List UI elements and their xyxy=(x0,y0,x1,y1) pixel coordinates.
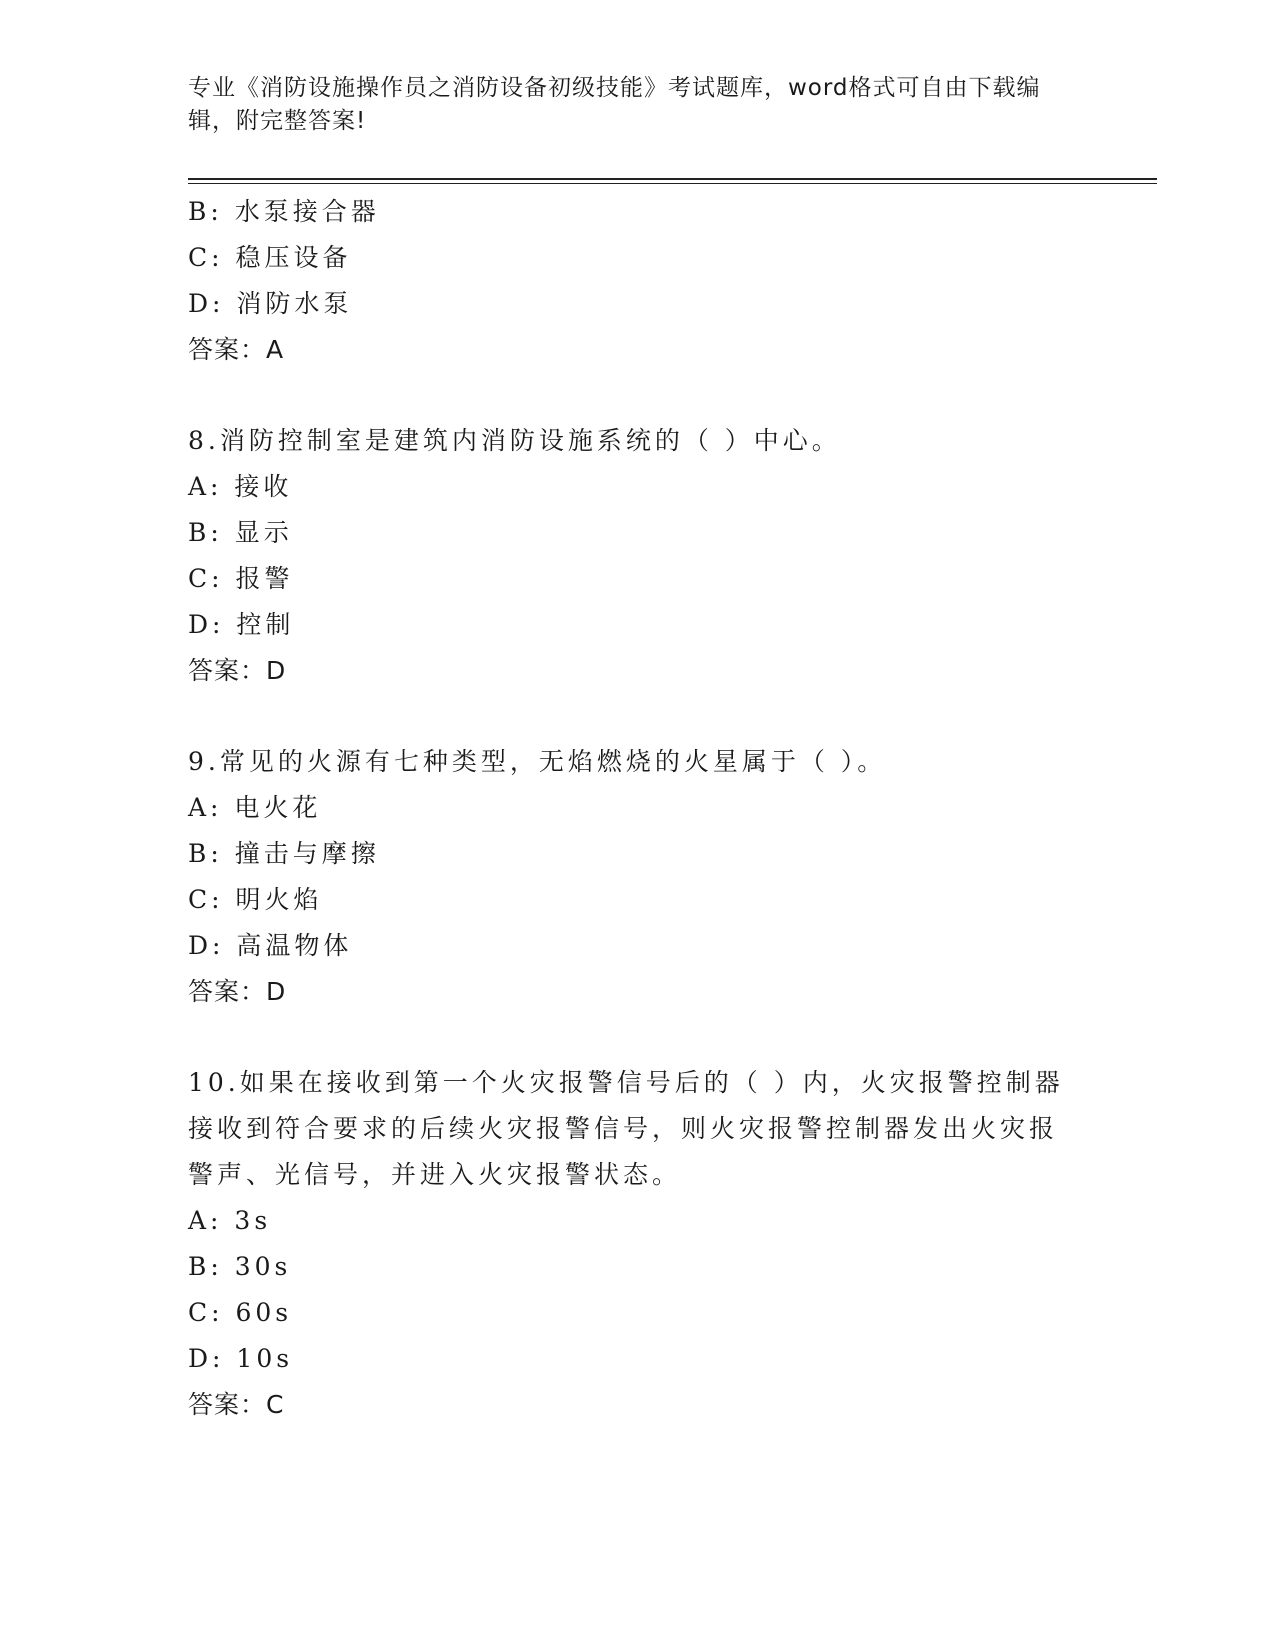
document-header: 专业《消防设施操作员之消防设备初级技能》考试题库，word格式可自由下载编辑，附完整答案! xyxy=(188,75,1041,134)
question-stem-line-1: 10.如果在接收到第一个火灾报警信号后的（ ）内，火灾报警控制器 xyxy=(188,1068,1064,1097)
option-c: C: 报警 xyxy=(188,564,294,593)
question-stem: 9.常见的火源有七种类型，无焰燃烧的火星属于（ ）。 xyxy=(188,747,887,776)
answer-line: 答案：D xyxy=(188,977,287,1006)
option-a: A: 3s xyxy=(188,1206,272,1235)
option-c: C: 稳压设备 xyxy=(188,243,352,272)
option-a: A: 接收 xyxy=(188,472,293,501)
option-b: B: 撞击与摩擦 xyxy=(188,839,380,868)
option-b: B: 30s xyxy=(188,1252,292,1281)
option-d: D: 10s xyxy=(188,1344,294,1373)
option-c: C: 明火焰 xyxy=(188,885,323,914)
option-b: B: 水泵接合器 xyxy=(188,197,380,226)
option-d: D: 高温物体 xyxy=(188,931,353,960)
option-c: C: 60s xyxy=(188,1298,293,1327)
answer-line: 答案：C xyxy=(188,1390,285,1419)
question-10 xyxy=(188,1060,1088,1428)
option-d: D: 消防水泵 xyxy=(188,289,353,318)
header-divider-thick xyxy=(188,178,1157,180)
answer-line: 答案：A xyxy=(188,335,285,364)
option-d: D: 控制 xyxy=(188,610,295,639)
question-list xyxy=(188,189,1088,1428)
question-stem-line-3: 警声、光信号，并进入火灾报警状态。 xyxy=(188,1160,682,1189)
question-9 xyxy=(188,739,1088,1015)
question-8 xyxy=(188,418,1088,694)
question-7-continuation xyxy=(188,189,1088,373)
option-a: A: 电火花 xyxy=(188,793,322,822)
question-stem-line-2: 接收到符合要求的后续火灾报警信号，则火灾报警控制器发出火灾报 xyxy=(188,1114,1059,1143)
header-divider-thin xyxy=(188,183,1157,184)
option-b: B: 显示 xyxy=(188,518,293,547)
question-stem: 8.消防控制室是建筑内消防设施系统的（ ）中心。 xyxy=(188,426,841,455)
answer-line: 答案：D xyxy=(188,656,287,685)
